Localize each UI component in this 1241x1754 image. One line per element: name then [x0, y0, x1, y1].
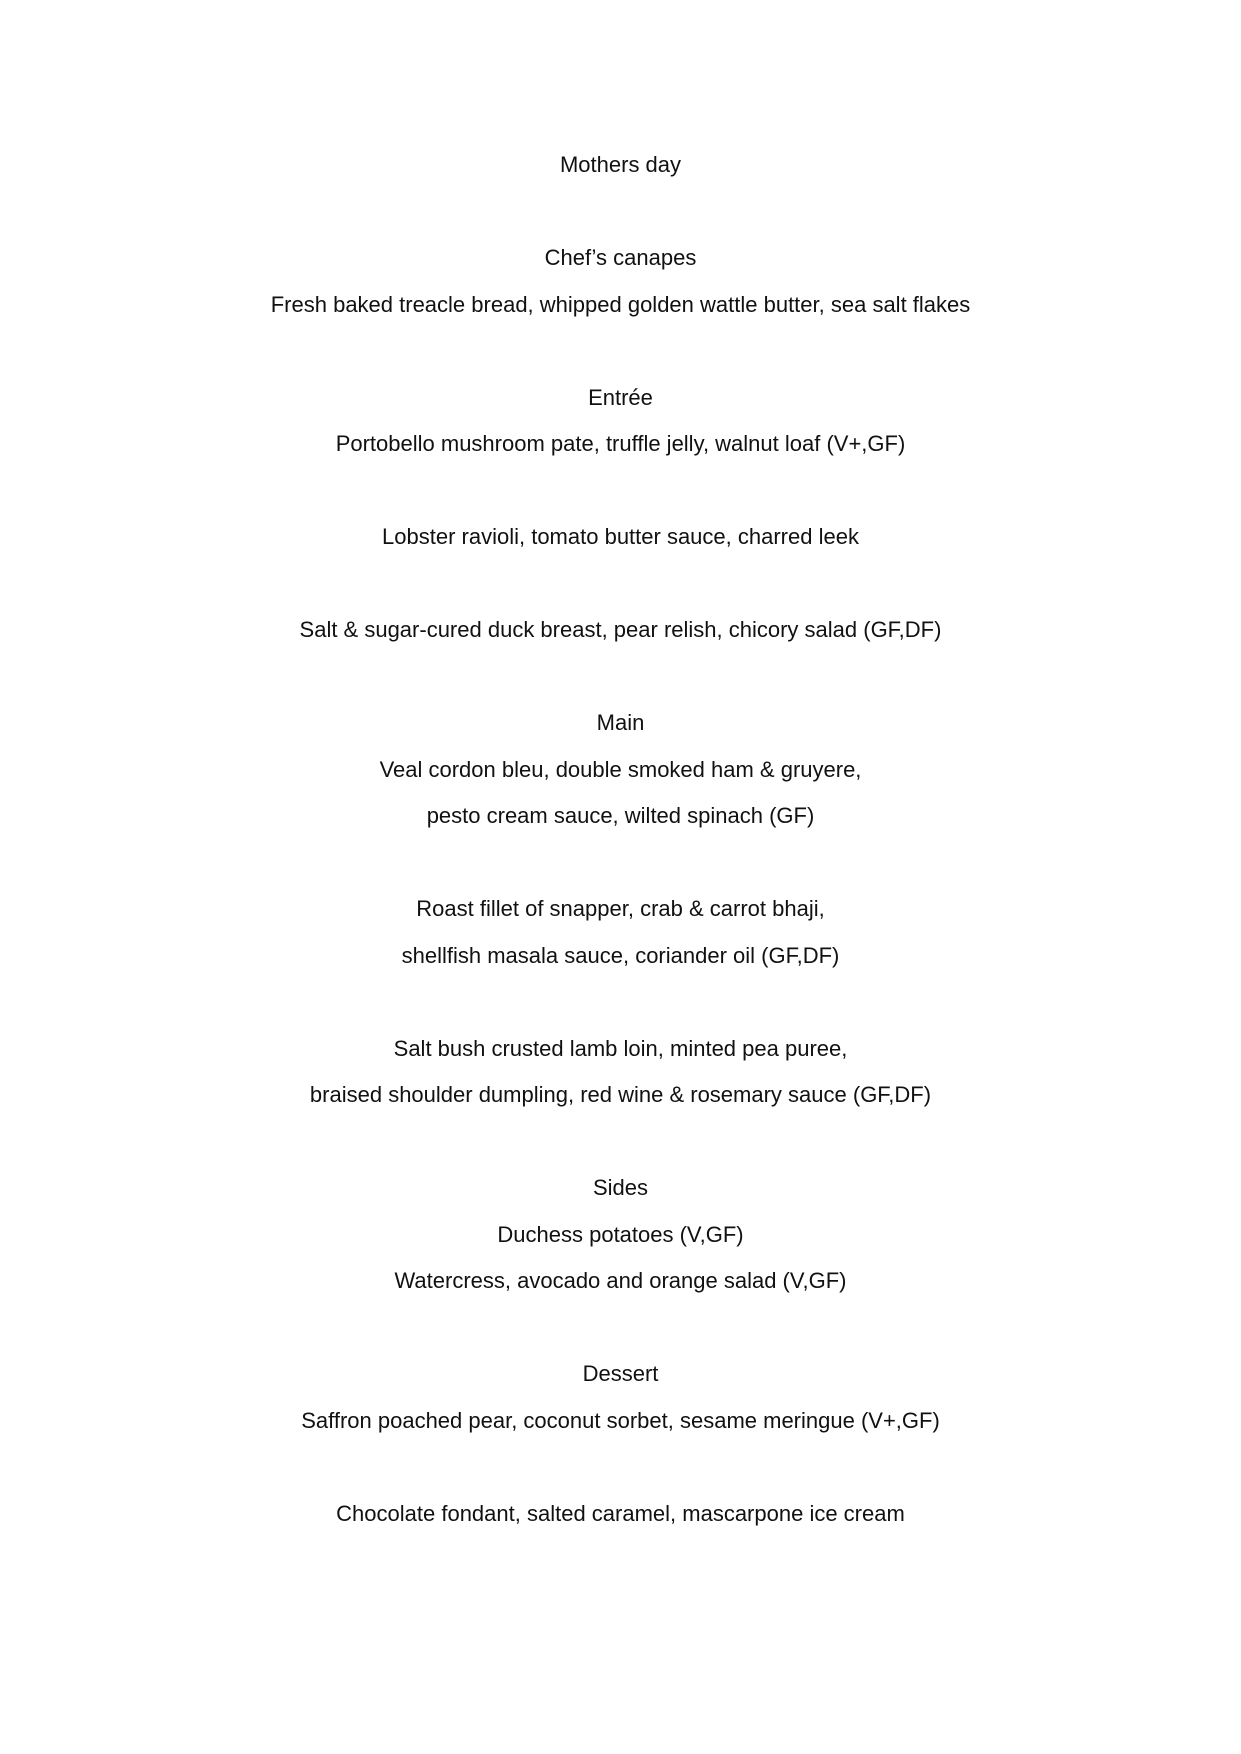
sides-item-2: Watercress, avocado and orange salad (V,GF) [394, 1268, 847, 1293]
dessert-heading: Dessert [582, 1361, 659, 1386]
dessert-item-1: Saffron poached pear, coconut sorbet, sesame meringue (V+,GF) [301, 1408, 940, 1433]
main-item-2-line-1: Roast fillet of snapper, crab & carrot bhaji, [416, 896, 825, 921]
sides-item-1: Duchess potatoes (V,GF) [497, 1222, 744, 1247]
sides-heading: Sides [592, 1175, 649, 1200]
entree-item-3: Salt & sugar-cured duck breast, pear relish, chicory salad (GF,DF) [299, 617, 942, 642]
canapes-heading: Chef’s canapes [544, 245, 697, 270]
main-item-3-line-1: Salt bush crusted lamb loin, minted pea puree, [393, 1036, 848, 1061]
entree-item-2: Lobster ravioli, tomato butter sauce, charred leek [382, 524, 859, 549]
main-item-2-line-2: shellfish masala sauce, coriander oil (GF,DF) [401, 943, 840, 968]
entree-heading: Entrée [588, 385, 653, 410]
main-item-1-line-1: Veal cordon bleu, double smoked ham & gruyere, [379, 757, 862, 782]
main-item-1-line-2: pesto cream sauce, wilted spinach (GF) [426, 803, 815, 828]
dessert-item-2: Chocolate fondant, salted caramel, mascarpone ice cream [336, 1501, 905, 1526]
main-heading: Main [596, 710, 645, 735]
main-item-3-line-2: braised shoulder dumpling, red wine & rosemary sauce (GF,DF) [309, 1082, 932, 1107]
menu-title: Mothers day [559, 152, 682, 177]
entree-item-1: Portobello mushroom pate, truffle jelly, walnut loaf (V+,GF) [335, 431, 906, 456]
canapes-item: Fresh baked treacle bread, whipped golden wattle butter, sea salt flakes [270, 292, 971, 317]
